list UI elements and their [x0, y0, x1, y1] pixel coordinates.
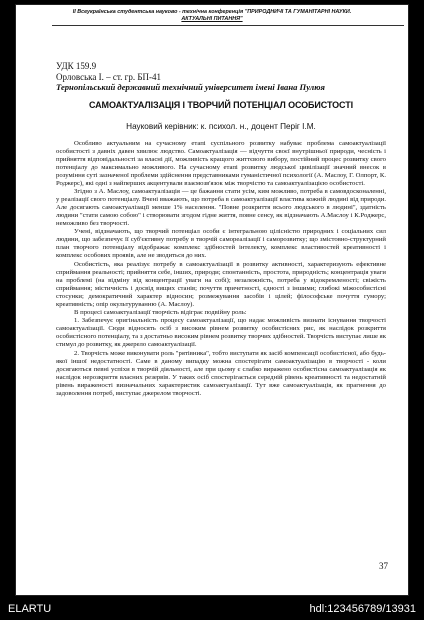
article-title: САМОАКТУАЛІЗАЦІЯ І ТВОРЧИЙ ПОТЕНЦІАЛ ОСОБИСТОСТІ: [88, 100, 354, 110]
paper-page: [15, 4, 409, 596]
paragraph-3: Учені, відзначають, що творчий потенціал особи є інтегральною цілісністю природних і соціальних сил людини, що забезпечує її суб'єктивну потребу в творчій самореалізації і саморозвитку; що змістовно-структурний план творчого потенціалу відображає комплекс здібностей інтелекту, комплекс властивостей креативності і комплекс особових проявів, але не зводиться до них.: [56, 228, 386, 260]
paragraph-2: Згідно з А. Маслоу, самоактуалізація — це бажання стати усім, ким можливо, потреба в самовдосконаленні, у реалізації свого потенціалу. Вчені вважають, що потреба в самоактуалізації властива кожній людині від природи. Але досягають самоактуалізації менше 1% населення. "Повне розкриття всього людського в людині", здатність людини "стати самою собою" і створювати згодом гідне життя, повне сенсу, як відзначають А.Маслоу і К.Роджерс, неможливо без творчості.: [56, 188, 386, 228]
paragraph-5: В процесі самоактуалізації творчість відіграє подвійну роль:: [74, 309, 247, 317]
article-meta: [56, 61, 386, 93]
header-line-1: II Всеукраїнська студентська науково - технічна конференція "ПРИРОДНИЧІ ТА ГУМАНІТАРНІ НАУКИ.: [72, 9, 352, 15]
supervisor-line: Науковий керівник: к. психол. н., доцент Періг І.М.: [126, 122, 316, 131]
udc-code: УДК 159.9: [56, 61, 97, 71]
header-rule: [52, 25, 404, 26]
paragraph-7: 2. Творчість може виконувати роль "рятівника", тобто виступати як засіб компенсації особистісної, або будь-якої іншої недостатності. Саме в даному випадку можна спостерігати самоактуалізацію в творчості - коли досягаються певні успіхи в творчій діяльності, але при цьому є слабко виражено особистісна самоактуалізація як наслідок нерозкриття власних резервів. У таких осіб спостерігається середній рівень креативності та недостатній рівень вираженості визначальних характеристик самоактуалізації. Тут вже самоактуалізація, як прагнення до задоволення потреб, виступає джерелом творчості.: [56, 349, 386, 397]
institution-line: Тернопільський державний технічний університет імені Івана Пулюя: [56, 82, 325, 92]
conference-header: [16, 9, 408, 22]
paragraph-4: Особистість, яка реалізує потребу в самоактуалізації в розвитку активності, характеризують ефективне сприймання реальності; прийняття себе, інших, природи; спонтанність, простота, природність; концентрація уваги на проблемі (на відміну від концентрації уваги на собі); незалежність, потреба у відокремленості; свіжість сприймання; містичність і досвід вищих станів; почуття причетності, єдності з іншими; глибокі міжособистісні стосунки; демократичний характер відносин; розмежування засобів і цілей; філософське почуття гумору; креативність; опір окультуруванню (А. Маслоу).: [56, 260, 386, 308]
header-line-2: АКТУАЛЬНІ ПИТАННЯ": [181, 15, 243, 22]
repository-footer: [0, 600, 424, 620]
paragraph-1: Особливо актуальним на сучасному етапі суспільного розвитку набуває проблема самоактуалізації особистості з давніх давен хвилює людство. Самоактуалізація — відчуття своєї внутрішньої природи, чесність і прийняття відповідальності за власні дії, можливість кращого життєвого вибору, постійний процес розвитку свого потенціалу до максимально можливого. На сучасному етапі розвитку людської цивілізації значний внесок в розуміння суті зазначеної проблеми здійснення представниками гуманістичної психології (А. Маслоу, Г. Олпорт, К. Роджерс), які одні з найперших акцентували взаємозв'язок між творчістю та самоактуалізацією особистості.: [56, 140, 386, 187]
author-line: Орловська І. – ст. гр. БП-41: [56, 71, 162, 82]
page-number: 37: [379, 561, 388, 571]
paragraph-6: 1. Забезпечує оригінальність процесу самоактуалізації, що надає можливість визнати існування творчості самоактуалізації. Сюди відносять осіб з високим рівнем розвитку особистісних рис, як наслідок розкриття особистісного потенціалу, та з достатньо високим рівнем розвитку творчих здібностей. Творчість виступає лише як стимул до розвитку, як джерело самоактуалізації.: [56, 317, 386, 349]
article-body: [56, 140, 386, 398]
repository-name: ELARTU: [8, 603, 52, 615]
handle-id: hdl:123456789/13931: [309, 603, 416, 615]
